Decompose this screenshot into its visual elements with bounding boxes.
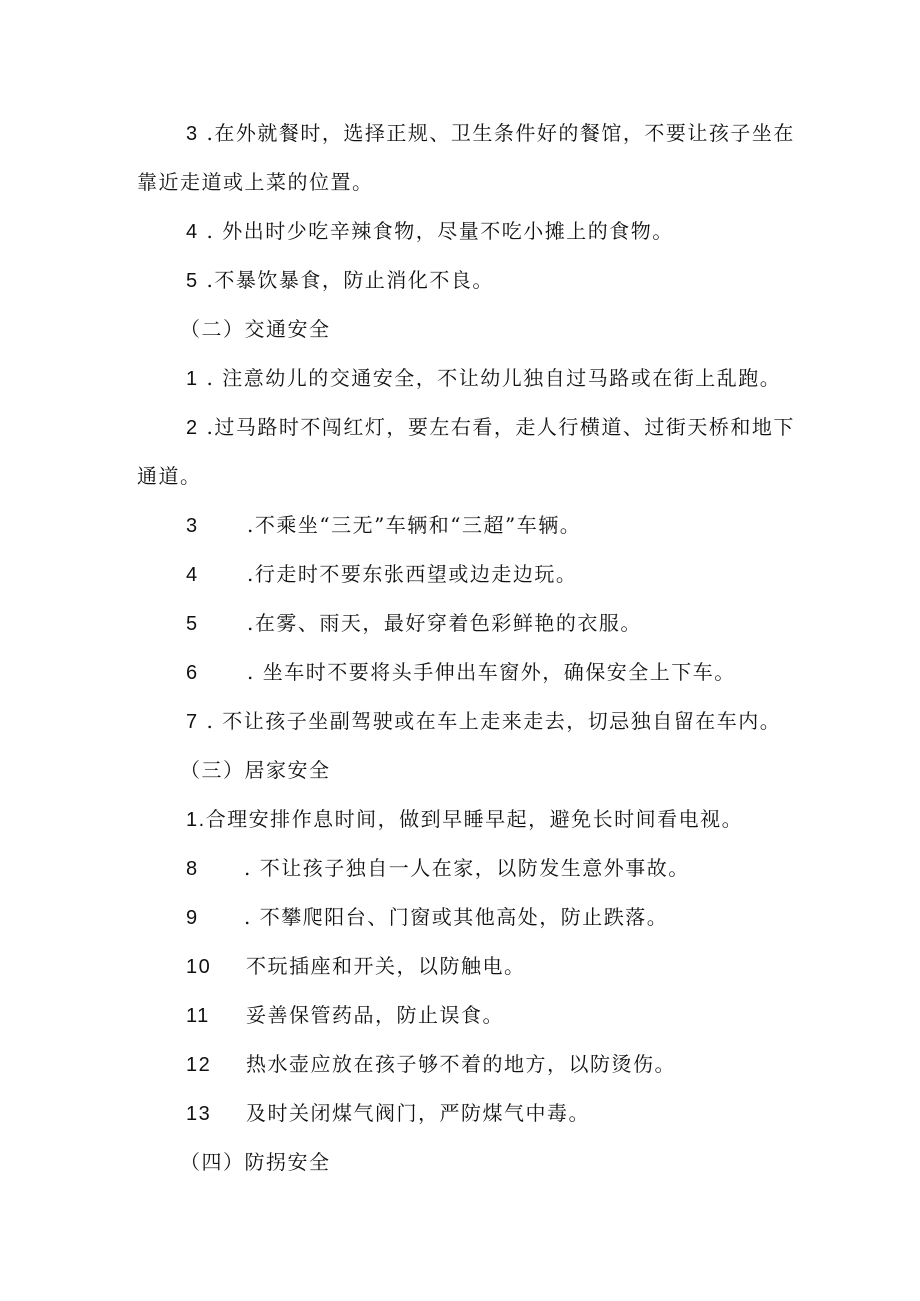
item-text: .过马路时不闯红灯，要左右看，走人行横道、过街天桥和地下	[198, 415, 795, 439]
item-number: 8	[186, 858, 199, 880]
item-text: . 外出时少吃辛辣食物，尽量不吃小摊上的食物。	[198, 219, 674, 243]
traffic-item-3	[186, 512, 581, 539]
home-item-11	[186, 1002, 504, 1029]
item-text: .不乘坐“三无”车辆和“三超”车辆。	[247, 513, 582, 537]
home-item-10	[186, 953, 526, 980]
section-heading-text: （三）居家安全	[180, 758, 331, 782]
home-item-12	[186, 1051, 676, 1078]
item-text-continued: 靠近走道或上菜的位置。	[137, 170, 374, 194]
item-text: 合理安排作息时间，做到早睡早起，避免长时间看电视。	[205, 807, 744, 831]
item-text: .在外就餐时，选择正规、卫生条件好的餐馆，不要让孩子坐在	[198, 121, 795, 145]
item-number: 4	[186, 221, 199, 243]
item-text: . 坐车时不要将头手伸出车窗外，确保安全上下车。	[247, 660, 736, 684]
item-text: . 不攀爬阳台、门窗或其他高处，防止跌落。	[244, 905, 669, 929]
item-number: 1	[186, 368, 199, 390]
item-number: 7	[186, 711, 199, 733]
item-number: 4	[186, 564, 199, 586]
traffic-item-1	[186, 365, 781, 392]
home-item-13	[186, 1100, 590, 1127]
item-text: . 不让孩子坐副驾驶或在车上走来走去，切忌独自留在车内。	[198, 709, 782, 733]
item-text: .在雾、雨天，最好穿着色彩鲜艳的衣服。	[247, 611, 642, 635]
section-heading-text: （四）防拐安全	[180, 1150, 331, 1174]
item-text: . 注意幼儿的交通安全，不让幼儿独自过马路或在街上乱跑。	[198, 366, 782, 390]
food-item-4	[186, 218, 674, 245]
item-text: .行走时不要东张西望或边走边玩。	[247, 562, 578, 586]
item-number: 1.	[186, 809, 206, 831]
item-number: 11	[186, 1005, 210, 1027]
item-text: 热水壶应放在孩子够不着的地方，以防烫伤。	[246, 1052, 676, 1076]
item-number: 5	[186, 270, 199, 292]
food-item-5	[186, 267, 494, 294]
section-heading-traffic	[180, 316, 331, 342]
item-number: 3	[186, 515, 199, 537]
item-number: 10	[186, 956, 212, 978]
traffic-item-6	[186, 659, 736, 686]
section-heading-abduction	[180, 1149, 331, 1175]
section-heading-home	[180, 757, 331, 783]
item-text: 妥善保管药品，防止误食。	[246, 1003, 504, 1027]
item-text: .不暴饮暴食，防止消化不良。	[198, 268, 494, 292]
item-number: 9	[186, 907, 199, 929]
home-item-9	[186, 904, 668, 931]
item-text: . 不让孩子独自一人在家，以防发生意外事故。	[244, 856, 690, 880]
item-number: 12	[186, 1054, 212, 1076]
traffic-item-5	[186, 610, 642, 637]
section-heading-text: （二）交通安全	[180, 317, 331, 341]
traffic-item-2-line-1	[186, 414, 795, 441]
item-text-continued: 通道。	[137, 464, 202, 488]
item-number: 6	[186, 662, 199, 684]
traffic-item-2-line-2	[137, 463, 202, 489]
food-item-3-line-1	[186, 120, 795, 147]
home-item-1	[186, 806, 743, 833]
item-number: 2	[186, 417, 199, 439]
item-text: 及时关闭煤气阀门，严防煤气中毒。	[246, 1101, 590, 1125]
item-text: 不玩插座和开关，以防触电。	[246, 954, 526, 978]
food-item-3-line-2	[137, 169, 374, 195]
home-item-8	[186, 855, 690, 882]
item-number: 13	[186, 1103, 212, 1125]
traffic-item-7	[186, 708, 781, 735]
item-number: 5	[186, 613, 199, 635]
traffic-item-4	[186, 561, 577, 588]
item-number: 3	[186, 123, 199, 145]
